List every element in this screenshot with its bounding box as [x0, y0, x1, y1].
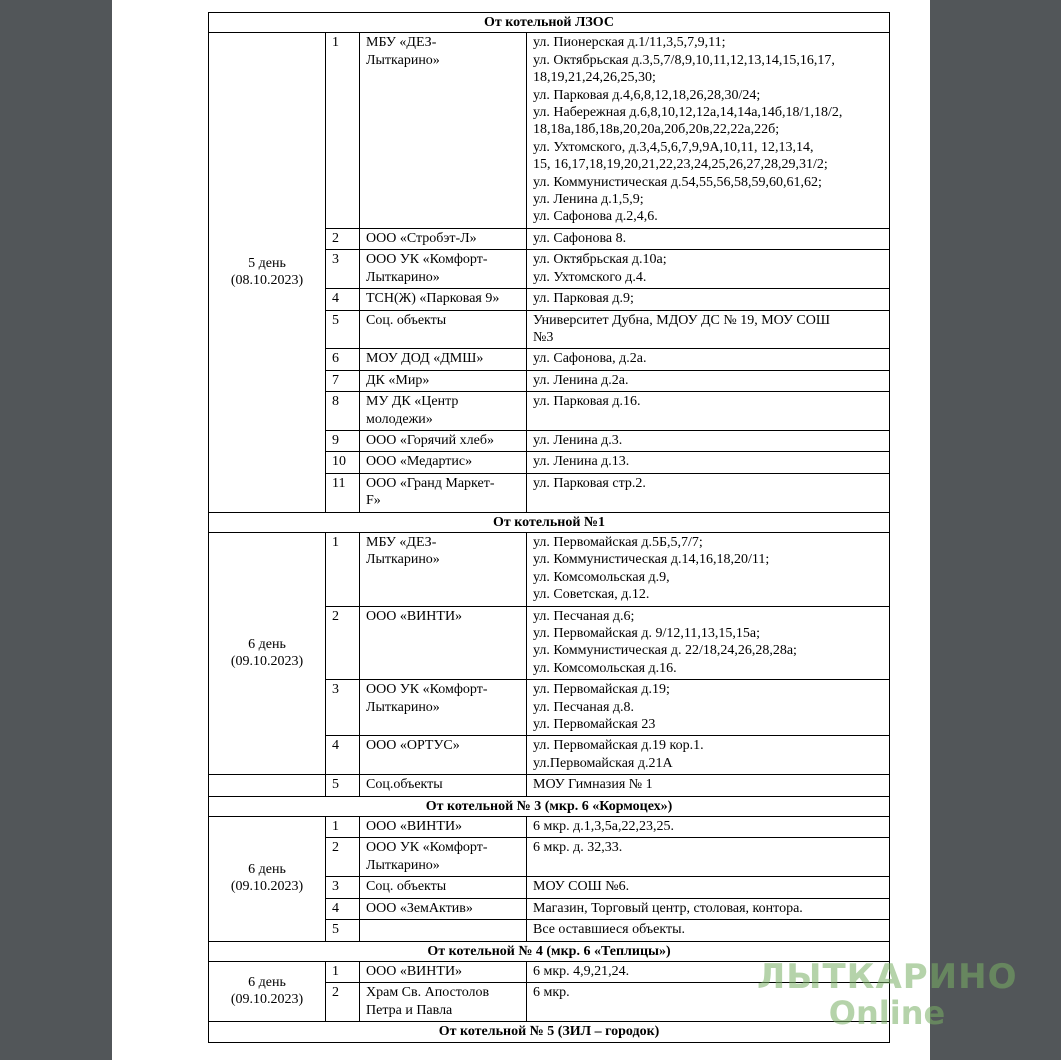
address-cell: Магазин, Торговый центр, столовая, контора.	[527, 898, 890, 919]
watermark-line1: ЛЫТКАРИНО	[757, 957, 1018, 997]
empty-day-cell	[209, 775, 326, 796]
address-cell: ул. Ленина д.3.	[527, 430, 890, 451]
address-cell: МОУ СОШ №6.	[527, 877, 890, 898]
day-cell: 5 день (08.10.2023)	[209, 33, 326, 512]
row-number: 2	[326, 983, 360, 1022]
row-number: 5	[326, 920, 360, 941]
address-cell: ул. Октябрьская д.10а; ул. Ухтомского д.4.	[527, 250, 890, 289]
table-row	[209, 775, 890, 796]
organization-cell: ООО «Горячий хлеб»	[360, 430, 527, 451]
organization-cell: ООО УК «Комфорт- Лыткарино»	[360, 838, 527, 877]
address-cell: ул. Ленина д.13.	[527, 452, 890, 473]
section-title: От котельной № 4 (мкр. 6 «Теплицы»)	[209, 941, 890, 961]
organization-cell: ООО «ВИНТИ»	[360, 817, 527, 838]
heating-schedule-table	[208, 12, 890, 1043]
row-number: 6	[326, 349, 360, 370]
table-row	[209, 961, 890, 982]
organization-cell: ТСН(Ж) «Парковая 9»	[360, 289, 527, 310]
organization-cell: ООО «ЗемАктив»	[360, 898, 527, 919]
row-number: 9	[326, 430, 360, 451]
address-cell: ул. Парковая д.16.	[527, 392, 890, 431]
address-cell: ул. Первомайская д.19; ул. Песчаная д.8. ул. Первомайская 23	[527, 680, 890, 736]
organization-cell: ООО «Медартис»	[360, 452, 527, 473]
address-cell: ул. Песчаная д.6; ул. Первомайская д. 9/12,11,13,15,15а; ул. Коммунистическая д. 22/18,24,26,28,28а; ул. Комсомольская д.16.	[527, 606, 890, 680]
organization-cell: ООО «ОРТУС»	[360, 736, 527, 775]
row-number: 1	[326, 532, 360, 606]
document-page	[112, 0, 930, 1060]
section-header-row	[209, 13, 890, 33]
organization-cell: Храм Св. Апостолов Петра и Павла	[360, 983, 527, 1022]
address-cell: ул. Парковая д.9;	[527, 289, 890, 310]
section-title: От котельной ЛЗОС	[209, 13, 890, 33]
organization-cell: Соц. объекты	[360, 310, 527, 349]
row-number: 3	[326, 680, 360, 736]
address-cell: 6 мкр. 4,9,21,24.	[527, 961, 890, 982]
row-number: 3	[326, 877, 360, 898]
address-cell: Университет Дубна, МДОУ ДС № 19, МОУ СОШ №3	[527, 310, 890, 349]
row-number: 5	[326, 310, 360, 349]
row-number: 1	[326, 33, 360, 228]
watermark-line2: Online	[828, 994, 946, 1032]
organization-cell: МУ ДК «Центр молодежи»	[360, 392, 527, 431]
address-cell: ул. Пионерская д.1/11,3,5,7,9,11; ул. Октябрьская д.3,5,7/8,9,10,11,12,13,14,15,16,17, 18,19,21,24,26,25,30; ул. Парковая д.4,6,8,12,18,26,28,30/24; ул. Набережная д.6,8,10,12,12а,14,14а,14б,18/1,18/2, 18,18а,18б,18в,20,20а,20б,20в,22,22а,22б; ул. Ухтомского, д.3,4,5,6,7,9,9А,10,11, 12,13,14, 15, 16,17,18,19,20,21,22,23,24,25,26,27,28,29,31/2; ул. Коммунистическая д.54,55,56,58,59,60,61,62; ул. Ленина д.1,5,9; ул. Сафонова д.2,4,6.	[527, 33, 890, 228]
day-cell: 6 день (09.10.2023)	[209, 532, 326, 774]
row-number: 4	[326, 736, 360, 775]
row-number: 4	[326, 289, 360, 310]
organization-cell: ООО «Стробэт-Л»	[360, 228, 527, 249]
section-title: От котельной № 3 (мкр. 6 «Кормоцех»)	[209, 796, 890, 816]
address-cell: 6 мкр.	[527, 983, 890, 1022]
organization-cell	[360, 920, 527, 941]
table-row	[209, 532, 890, 606]
address-cell: ул. Первомайская д.19 кор.1. ул.Первомайская д.21А	[527, 736, 890, 775]
section-header-row	[209, 512, 890, 532]
address-cell: ул. Парковая стр.2.	[527, 473, 890, 512]
address-cell: ул. Сафонова 8.	[527, 228, 890, 249]
section-header-row	[209, 941, 890, 961]
row-number: 2	[326, 228, 360, 249]
address-cell: Все оставшиеся объекты.	[527, 920, 890, 941]
organization-cell: МБУ «ДЕЗ- Лыткарино»	[360, 33, 527, 228]
section-header-row	[209, 1022, 890, 1042]
organization-cell: ДК «Мир»	[360, 370, 527, 391]
row-number: 3	[326, 250, 360, 289]
table-row	[209, 33, 890, 228]
address-cell: МОУ Гимназия № 1	[527, 775, 890, 796]
row-number: 8	[326, 392, 360, 431]
address-cell: 6 мкр. д. 32,33.	[527, 838, 890, 877]
row-number: 11	[326, 473, 360, 512]
row-number: 1	[326, 961, 360, 982]
organization-cell: ООО «ВИНТИ»	[360, 961, 527, 982]
organization-cell: МБУ «ДЕЗ- Лыткарино»	[360, 532, 527, 606]
row-number: 7	[326, 370, 360, 391]
address-cell: ул. Первомайская д.5Б,5,7/7; ул. Коммунистическая д.14,16,18,20/11; ул. Комсомольская д.9, ул. Советская, д.12.	[527, 532, 890, 606]
row-number: 5	[326, 775, 360, 796]
section-title: От котельной №1	[209, 512, 890, 532]
address-cell: ул. Ленина д.2а.	[527, 370, 890, 391]
row-number: 4	[326, 898, 360, 919]
organization-cell: ООО УК «Комфорт- Лыткарино»	[360, 680, 527, 736]
organization-cell: ООО «Гранд Маркет- F»	[360, 473, 527, 512]
section-title: От котельной № 5 (ЗИЛ – городок)	[209, 1022, 890, 1042]
row-number: 1	[326, 817, 360, 838]
section-header-row	[209, 796, 890, 816]
day-cell: 6 день (09.10.2023)	[209, 817, 326, 941]
table-row	[209, 817, 890, 838]
address-cell: ул. Сафонова, д.2а.	[527, 349, 890, 370]
day-cell: 6 день (09.10.2023)	[209, 961, 326, 1021]
organization-cell: Соц.объекты	[360, 775, 527, 796]
row-number: 10	[326, 452, 360, 473]
organization-cell: Соц. объекты	[360, 877, 527, 898]
row-number: 2	[326, 838, 360, 877]
organization-cell: ООО УК «Комфорт- Лыткарино»	[360, 250, 527, 289]
row-number: 2	[326, 606, 360, 680]
organization-cell: ООО «ВИНТИ»	[360, 606, 527, 680]
organization-cell: МОУ ДОД «ДМШ»	[360, 349, 527, 370]
address-cell: 6 мкр. д.1,3,5а,22,23,25.	[527, 817, 890, 838]
